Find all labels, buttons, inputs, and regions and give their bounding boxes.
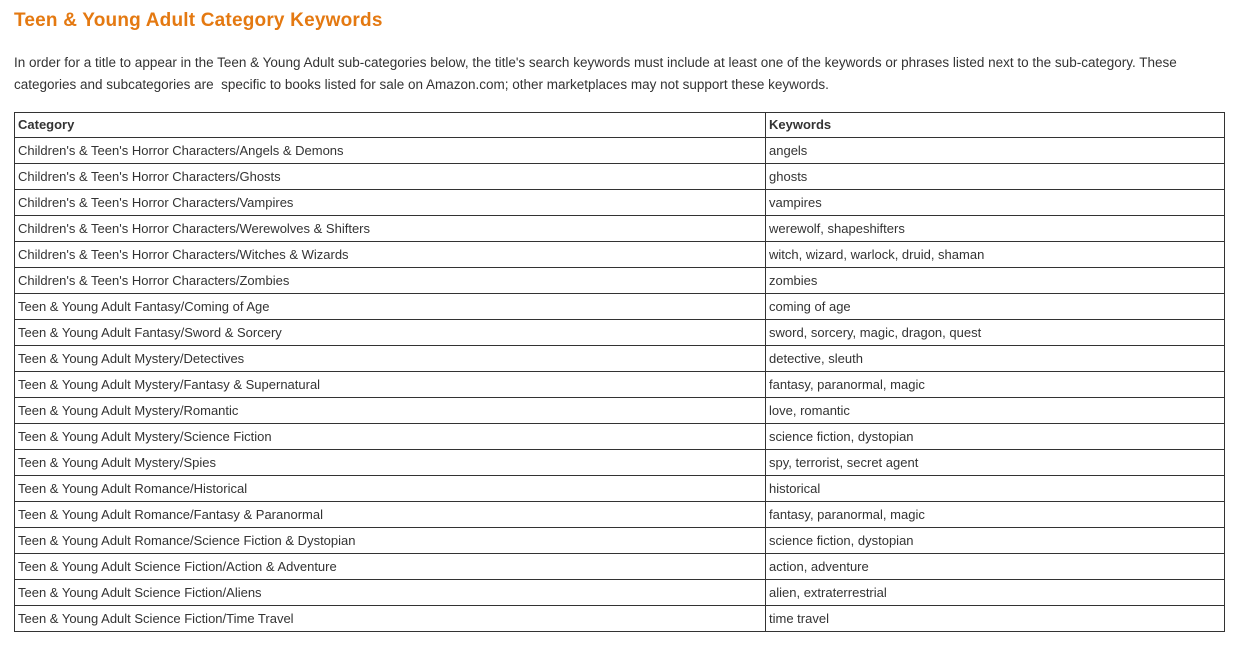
table-row [15,606,1225,632]
keywords-cell: sword, sorcery, magic, dragon, quest [766,320,1225,346]
category-cell: Teen & Young Adult Science Fiction/Action & Adventure [15,554,766,580]
table-row [15,320,1225,346]
table-row [15,268,1225,294]
category-cell: Teen & Young Adult Fantasy/Sword & Sorcery [15,320,766,346]
table-row [15,502,1225,528]
table-row [15,450,1225,476]
keywords-cell: alien, extraterrestrial [766,580,1225,606]
keywords-cell: zombies [766,268,1225,294]
category-keywords-table [14,112,1225,632]
category-cell: Children's & Teen's Horror Characters/Vampires [15,190,766,216]
table-row [15,476,1225,502]
category-cell: Teen & Young Adult Mystery/Romantic [15,398,766,424]
table-row [15,528,1225,554]
category-cell: Teen & Young Adult Romance/Science Fiction & Dystopian [15,528,766,554]
keywords-cell: fantasy, paranormal, magic [766,502,1225,528]
category-cell: Teen & Young Adult Romance/Fantasy & Paranormal [15,502,766,528]
category-cell: Teen & Young Adult Romance/Historical [15,476,766,502]
table-header-row [15,113,1225,138]
category-cell: Children's & Teen's Horror Characters/Zombies [15,268,766,294]
keywords-cell: vampires [766,190,1225,216]
category-cell: Teen & Young Adult Science Fiction/Time Travel [15,606,766,632]
table-row [15,424,1225,450]
table-row [15,398,1225,424]
keywords-cell: time travel [766,606,1225,632]
page-title: Teen & Young Adult Category Keywords [14,10,383,31]
keywords-cell: science fiction, dystopian [766,528,1225,554]
category-cell: Teen & Young Adult Science Fiction/Aliens [15,580,766,606]
keywords-cell: witch, wizard, warlock, druid, shaman [766,242,1225,268]
category-cell: Children's & Teen's Horror Characters/Witches & Wizards [15,242,766,268]
category-cell: Teen & Young Adult Mystery/Spies [15,450,766,476]
table-row [15,190,1225,216]
table-row [15,346,1225,372]
category-cell: Children's & Teen's Horror Characters/Werewolves & Shifters [15,216,766,242]
keywords-cell: fantasy, paranormal, magic [766,372,1225,398]
column-header-category: Category [15,113,766,138]
keywords-cell: science fiction, dystopian [766,424,1225,450]
intro-paragraph: In order for a title to appear in the Teen & Young Adult sub-categories below, the title's search keywords must include at least one of the keywords or phrases listed next to the sub-category. These categories and subcategories are specific to books listed for sale on Amazon.com; other marketplaces may not support these keywords. [14,55,1181,92]
keywords-cell: love, romantic [766,398,1225,424]
keywords-cell: action, adventure [766,554,1225,580]
keywords-cell: ghosts [766,164,1225,190]
keywords-cell: detective, sleuth [766,346,1225,372]
category-cell: Teen & Young Adult Mystery/Detectives [15,346,766,372]
category-cell: Children's & Teen's Horror Characters/Angels & Demons [15,138,766,164]
table-row [15,580,1225,606]
category-cell: Children's & Teen's Horror Characters/Ghosts [15,164,766,190]
table-row [15,216,1225,242]
table-row [15,294,1225,320]
table-row [15,138,1225,164]
table-row [15,372,1225,398]
table-row [15,164,1225,190]
table-row [15,554,1225,580]
keywords-cell: historical [766,476,1225,502]
keywords-cell: angels [766,138,1225,164]
keywords-cell: werewolf, shapeshifters [766,216,1225,242]
column-header-keywords: Keywords [766,113,1225,138]
category-cell: Teen & Young Adult Fantasy/Coming of Age [15,294,766,320]
category-cell: Teen & Young Adult Mystery/Fantasy & Supernatural [15,372,766,398]
keywords-cell: coming of age [766,294,1225,320]
keywords-cell: spy, terrorist, secret agent [766,450,1225,476]
table-row [15,242,1225,268]
category-cell: Teen & Young Adult Mystery/Science Fiction [15,424,766,450]
table-body [15,138,1225,632]
